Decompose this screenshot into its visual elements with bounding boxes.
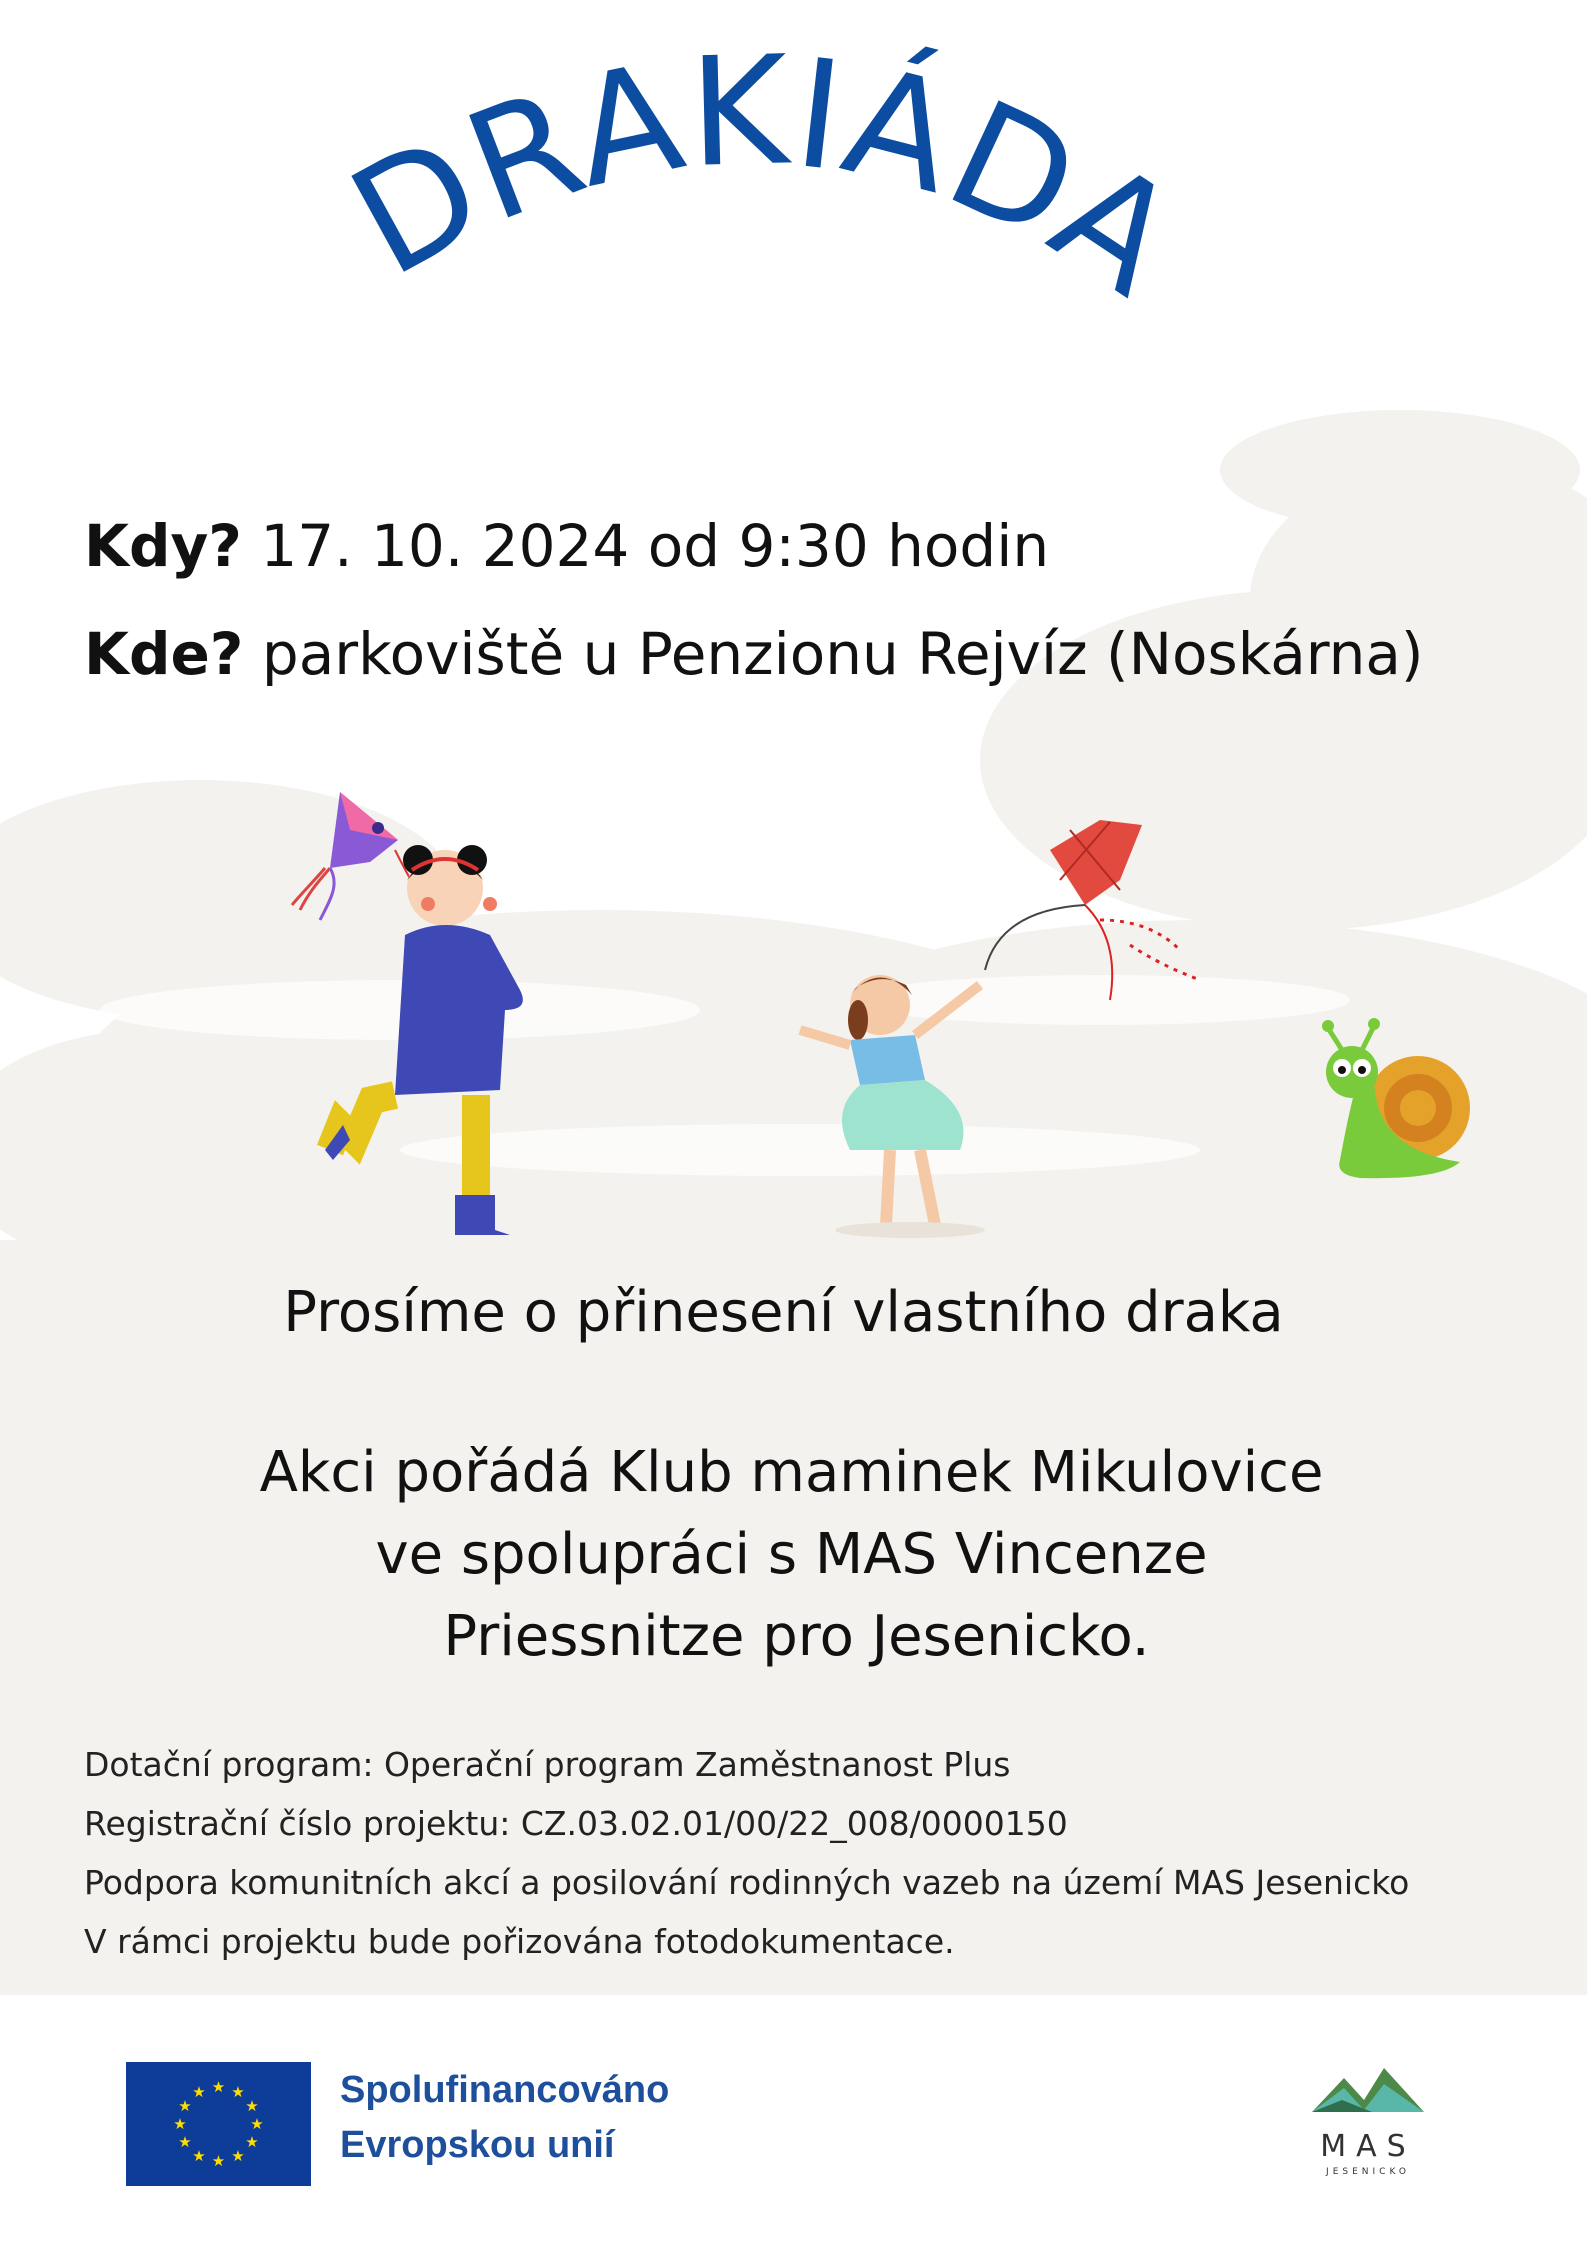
organizer-block (0, 1432, 1585, 1678)
eu-flag-icon (126, 2062, 311, 2186)
organizer-line-3: Priessnitze pro Jesenicko. (443, 1604, 1150, 1669)
detail-line: V rámci projektu bude pořizována fotodokumentace. (84, 1922, 955, 1961)
svg-text:★: ★ (231, 2083, 245, 2101)
page-title: DRAKIÁDA (324, 24, 1207, 331)
mas-logo-subtext: JESENICKO (1326, 2167, 1410, 2177)
where-line (84, 620, 1424, 688)
svg-text:★: ★ (211, 2078, 226, 2096)
mas-mountain-logo (1302, 2060, 1432, 2180)
svg-text:★: ★ (192, 2147, 206, 2165)
svg-text:★: ★ (178, 2133, 192, 2151)
svg-text:★: ★ (250, 2115, 264, 2133)
snail-illustration (1322, 1018, 1470, 1178)
eu-line-2: Evropskou unií (340, 2124, 615, 2166)
svg-text:★: ★ (211, 2152, 226, 2170)
svg-text:★: ★ (192, 2083, 206, 2101)
child-with-kite-illustration (800, 820, 1200, 1238)
svg-text:★: ★ (178, 2097, 192, 2115)
svg-text:★: ★ (245, 2097, 259, 2115)
eu-line-1: Spolufinancováno (340, 2069, 670, 2111)
illustration-area (0, 770, 1587, 1260)
detail-line: Dotační program: Operační program Zaměstnanost Plus (84, 1745, 1011, 1784)
project-details (84, 1735, 1409, 1971)
where-value: parkoviště u Penzionu Rejvíz (Noskárna) (243, 620, 1424, 688)
when-value: 17. 10. 2024 od 9:30 hodin (241, 512, 1050, 580)
svg-text:★: ★ (245, 2133, 259, 2151)
request-line: Prosíme o přinesení vlastního draka (283, 1280, 1284, 1345)
title-arc (0, 0, 1587, 460)
svg-text:★: ★ (231, 2147, 245, 2165)
when-line (84, 512, 1049, 580)
when-label: Kdy? (84, 512, 242, 580)
mas-logo-text: MAS (1320, 2129, 1416, 2164)
detail-line: Registrační číslo projektu: CZ.03.02.01/00/22_008/0000150 (84, 1804, 1068, 1843)
detail-line: Podpora komunitních akcí a posilování rodinných vazeb na území MAS Jesenicko (84, 1863, 1410, 1902)
svg-text:★: ★ (173, 2115, 187, 2133)
eu-cofinancing-text (340, 2063, 669, 2173)
where-label: Kde? (84, 620, 244, 688)
organizer-line-1: Akci pořádá Klub maminek Mikulovice (259, 1440, 1324, 1505)
request-text (0, 1272, 1577, 1354)
girl-with-kite-illustration (292, 792, 523, 1235)
organizer-line-2: ve spolupráci s MAS Vincenze (375, 1522, 1208, 1587)
